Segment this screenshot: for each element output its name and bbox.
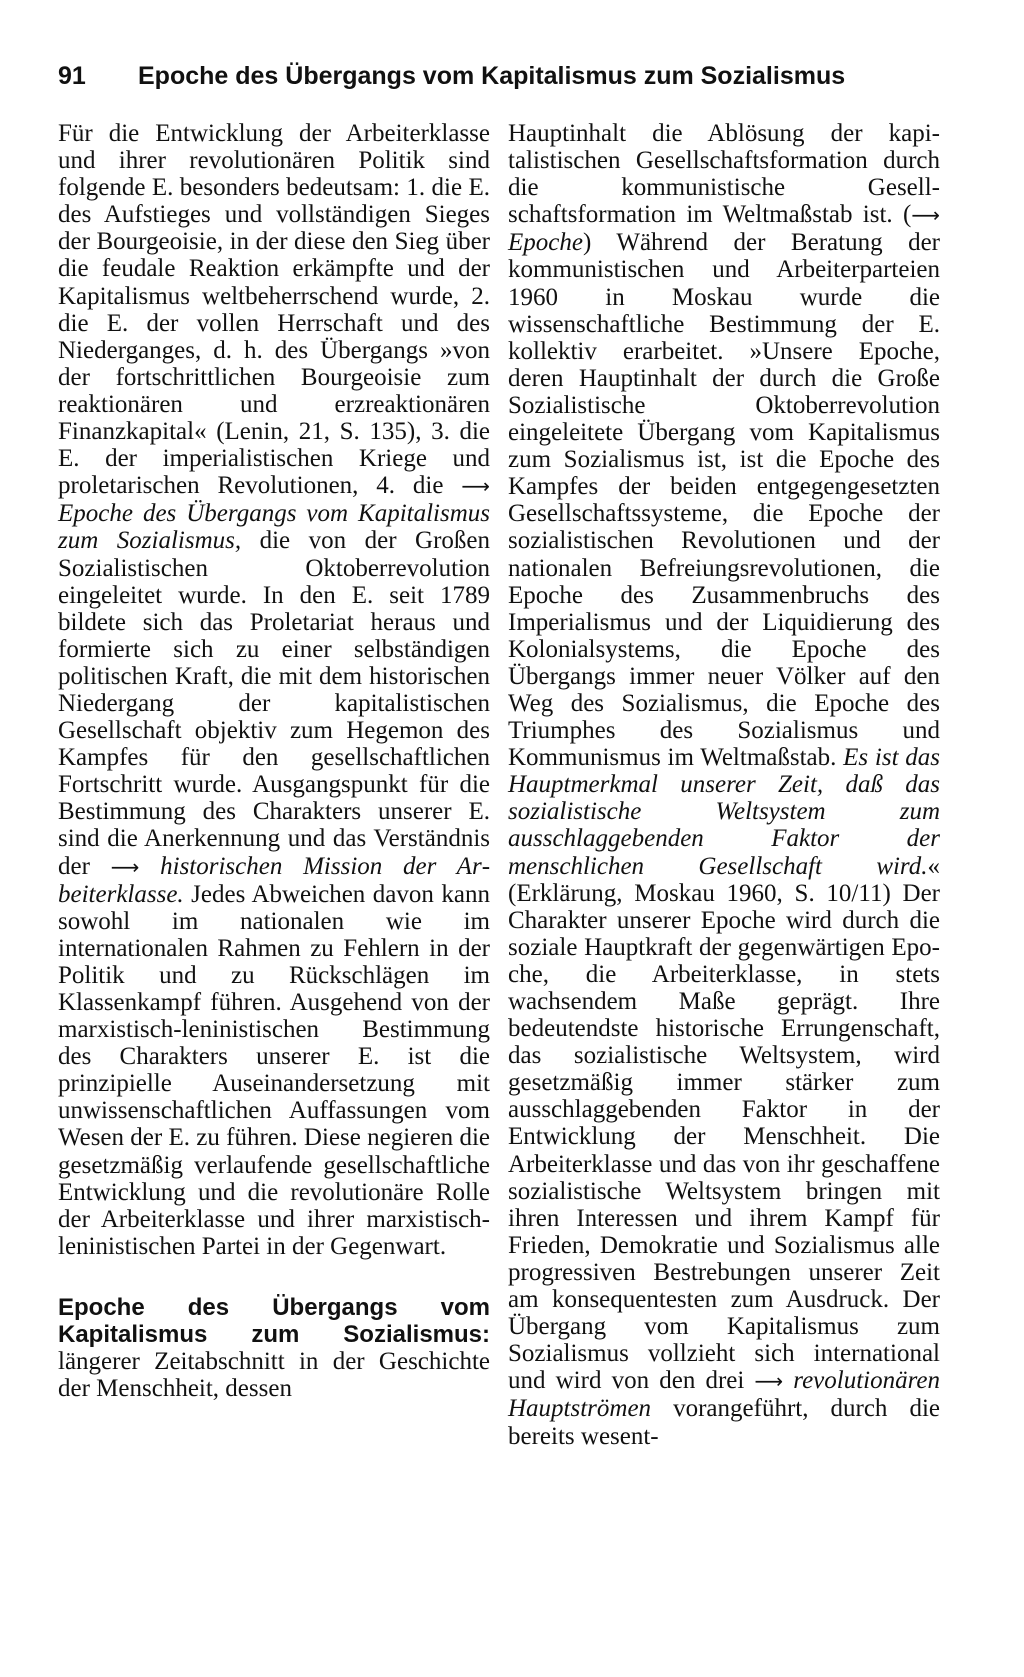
text-run: Für die Entwicklung der Arbeiterklasse und ihrer revolutionären Politik sind folgende E. besonders bedeutsam: 1. die E. des Aufstieges und vollständigen Sieges der Bourgeoisie, in der diese den Sieg über die feudale Reaktion erkämpfte und der Kapitalismus weltbeherrschend wurde, 2. die E. der vollen Herrschaft und des Niederganges, d. h. des Übergangs »von der fortschrittlichen Bourgeoisie zum reaktionären und erzreaktionären Finanzkapital« (Lenin, 21, S. 135), 3. die E. der imperialistischen Kriege und proletarischen Revolutionen, 4. die <box>58 120 490 500</box>
cross-reference-arrow: ⟶ <box>110 854 140 879</box>
cross-reference-arrow: ⟶ <box>911 203 940 228</box>
cross-reference-term: Epoche <box>508 229 583 257</box>
cross-reference-term: historischen Mission der Arbeiterklasse. <box>58 852 491 908</box>
text-run: die von der Großen Sozialistischen Oktoberrevolution eingeleitet wurde. In den E. seit 1789 bildete sich das Proletariat heraus und formierte sich zu einer selbständigen politischen Kraft, die mit dem historischen Niedergang der kapitalistischen Gesellschaft objektiv zum Hegemon des Kampfes für den gesellschaftlichen Fortschritt wurde. Ausgangspunkt für die Bestimmung des Charakters unserer E. sind die Anerkennung und das Verständnis der <box>58 527 490 880</box>
page-number: 91 <box>58 62 86 90</box>
left-column <box>58 120 490 1402</box>
cross-reference-term: revolutionären Hauptströmen <box>508 1367 940 1423</box>
text-run: längerer Zeitabschnitt in der Geschichte der Menschheit, dessen <box>58 1348 490 1403</box>
cross-reference-arrow: ⟶ <box>754 1369 784 1394</box>
paragraph-epoch-overview <box>58 120 490 1260</box>
paragraph-entry-continuation <box>508 120 940 1450</box>
text-run: « (Erklärung, Moskau 1960, S. 10/11) Der Charakter unserer Epoche wird durch die soziale Hauptkraft der gegenwärtigen Epoche, die Arbeiterklasse, in stets wachsendem Maße geprägt. Ihre bedeutendste historische Errungenschaft, das sozialistische Weltsystem, wird gesetzmäßig immer stärker zum ausschlaggebenden Faktor in der Entwicklung der Menschheit. Die Arbeiterklasse und das von ihr geschaffene sozialistische Weltsystem bringen mit ihren Interessen und ihrem Kampf für Frieden, Demokratie und Sozialismus alle progressiven Bestrebungen unserer Zeit am konsequentesten zum Ausdruck. Der Übergang vom Kapitalismus zum Sozialismus vollzieht sich international und wird von den drei <box>508 852 940 1395</box>
running-header <box>58 62 918 91</box>
text-run: Hauptinhalt die Ablösung der kapitalistischen Gesellschaftsformation durch die kommunistische Gesellschaftsformation im Weltmaßstab ist. ( <box>508 120 940 229</box>
entry-epoche-des-uebergangs <box>58 1294 490 1402</box>
right-column <box>508 120 940 1450</box>
cross-reference-arrow: ⟶ <box>461 474 490 499</box>
cross-reference-term: Epoche des Übergangs vom Kapitalismus zum Sozialismus, <box>58 500 490 555</box>
entry-headword: Epoche des Übergangs vom Kapitalismus zum Sozialismus: <box>58 1293 490 1349</box>
text-run: ) Während der Beratung der kommunistischen und Arbeiterparteien 1960 in Moskau wurde die wissenschaftliche Bestimmung der E. kollektiv erarbeitet. »Unsere Epoche, deren Hauptinhalt der durch die Große Sozialistische Oktoberrevolution eingeleitete Übergang vom Kapitalismus zum Sozialismus ist, ist die Epoche des Kampfes der beiden entgegengesetzten Gesellschaftssysteme, die Epoche der sozialistischen Revolutionen und der nationalen Befreiungsrevolutionen, die Epoche des Zusammenbruchs des Imperialismus und der Liquidierung des Kolonialsystems, die Epoche des Übergangs immer neuer Völker auf den Weg des Sozialismus, die Epoche des Triumphes des Sozialismus und Kommunismus im Weltmaßstab. <box>508 229 940 772</box>
quotation-emphasis: Es ist das Hauptmerkmal unserer Zeit, daß das sozialistische Weltsystem zum ausschlaggebenden Faktor der menschlichen Gesellschaft wird. <box>508 744 940 880</box>
text-run: Jedes Abweichen davon kann sowohl im nationalen wie im internationalen Rahmen zu Fehlern in der Politik und zu Rückschlägen im Klassenkampf führen. Ausgehend von der marxistisch-leninistischen Bestimmung des Charakters unserer E. ist die prinzipielle Auseinandersetzung mit unwissenschaftlichen Auffassungen vom Wesen der E. zu führen. Diese negieren die gesetzmäßig verlaufende gesellschaftliche Entwicklung und die revolutionäre Rolle der Arbeiterklasse und ihrer marxistisch-leninistischen Partei in der Gegenwart. <box>58 880 490 1260</box>
header-title: Epoche des Übergangs vom Kapitalismus zum Sozialismus <box>138 62 846 90</box>
text-run: vorangeführt, durch die bereits wesent- <box>508 1395 940 1450</box>
